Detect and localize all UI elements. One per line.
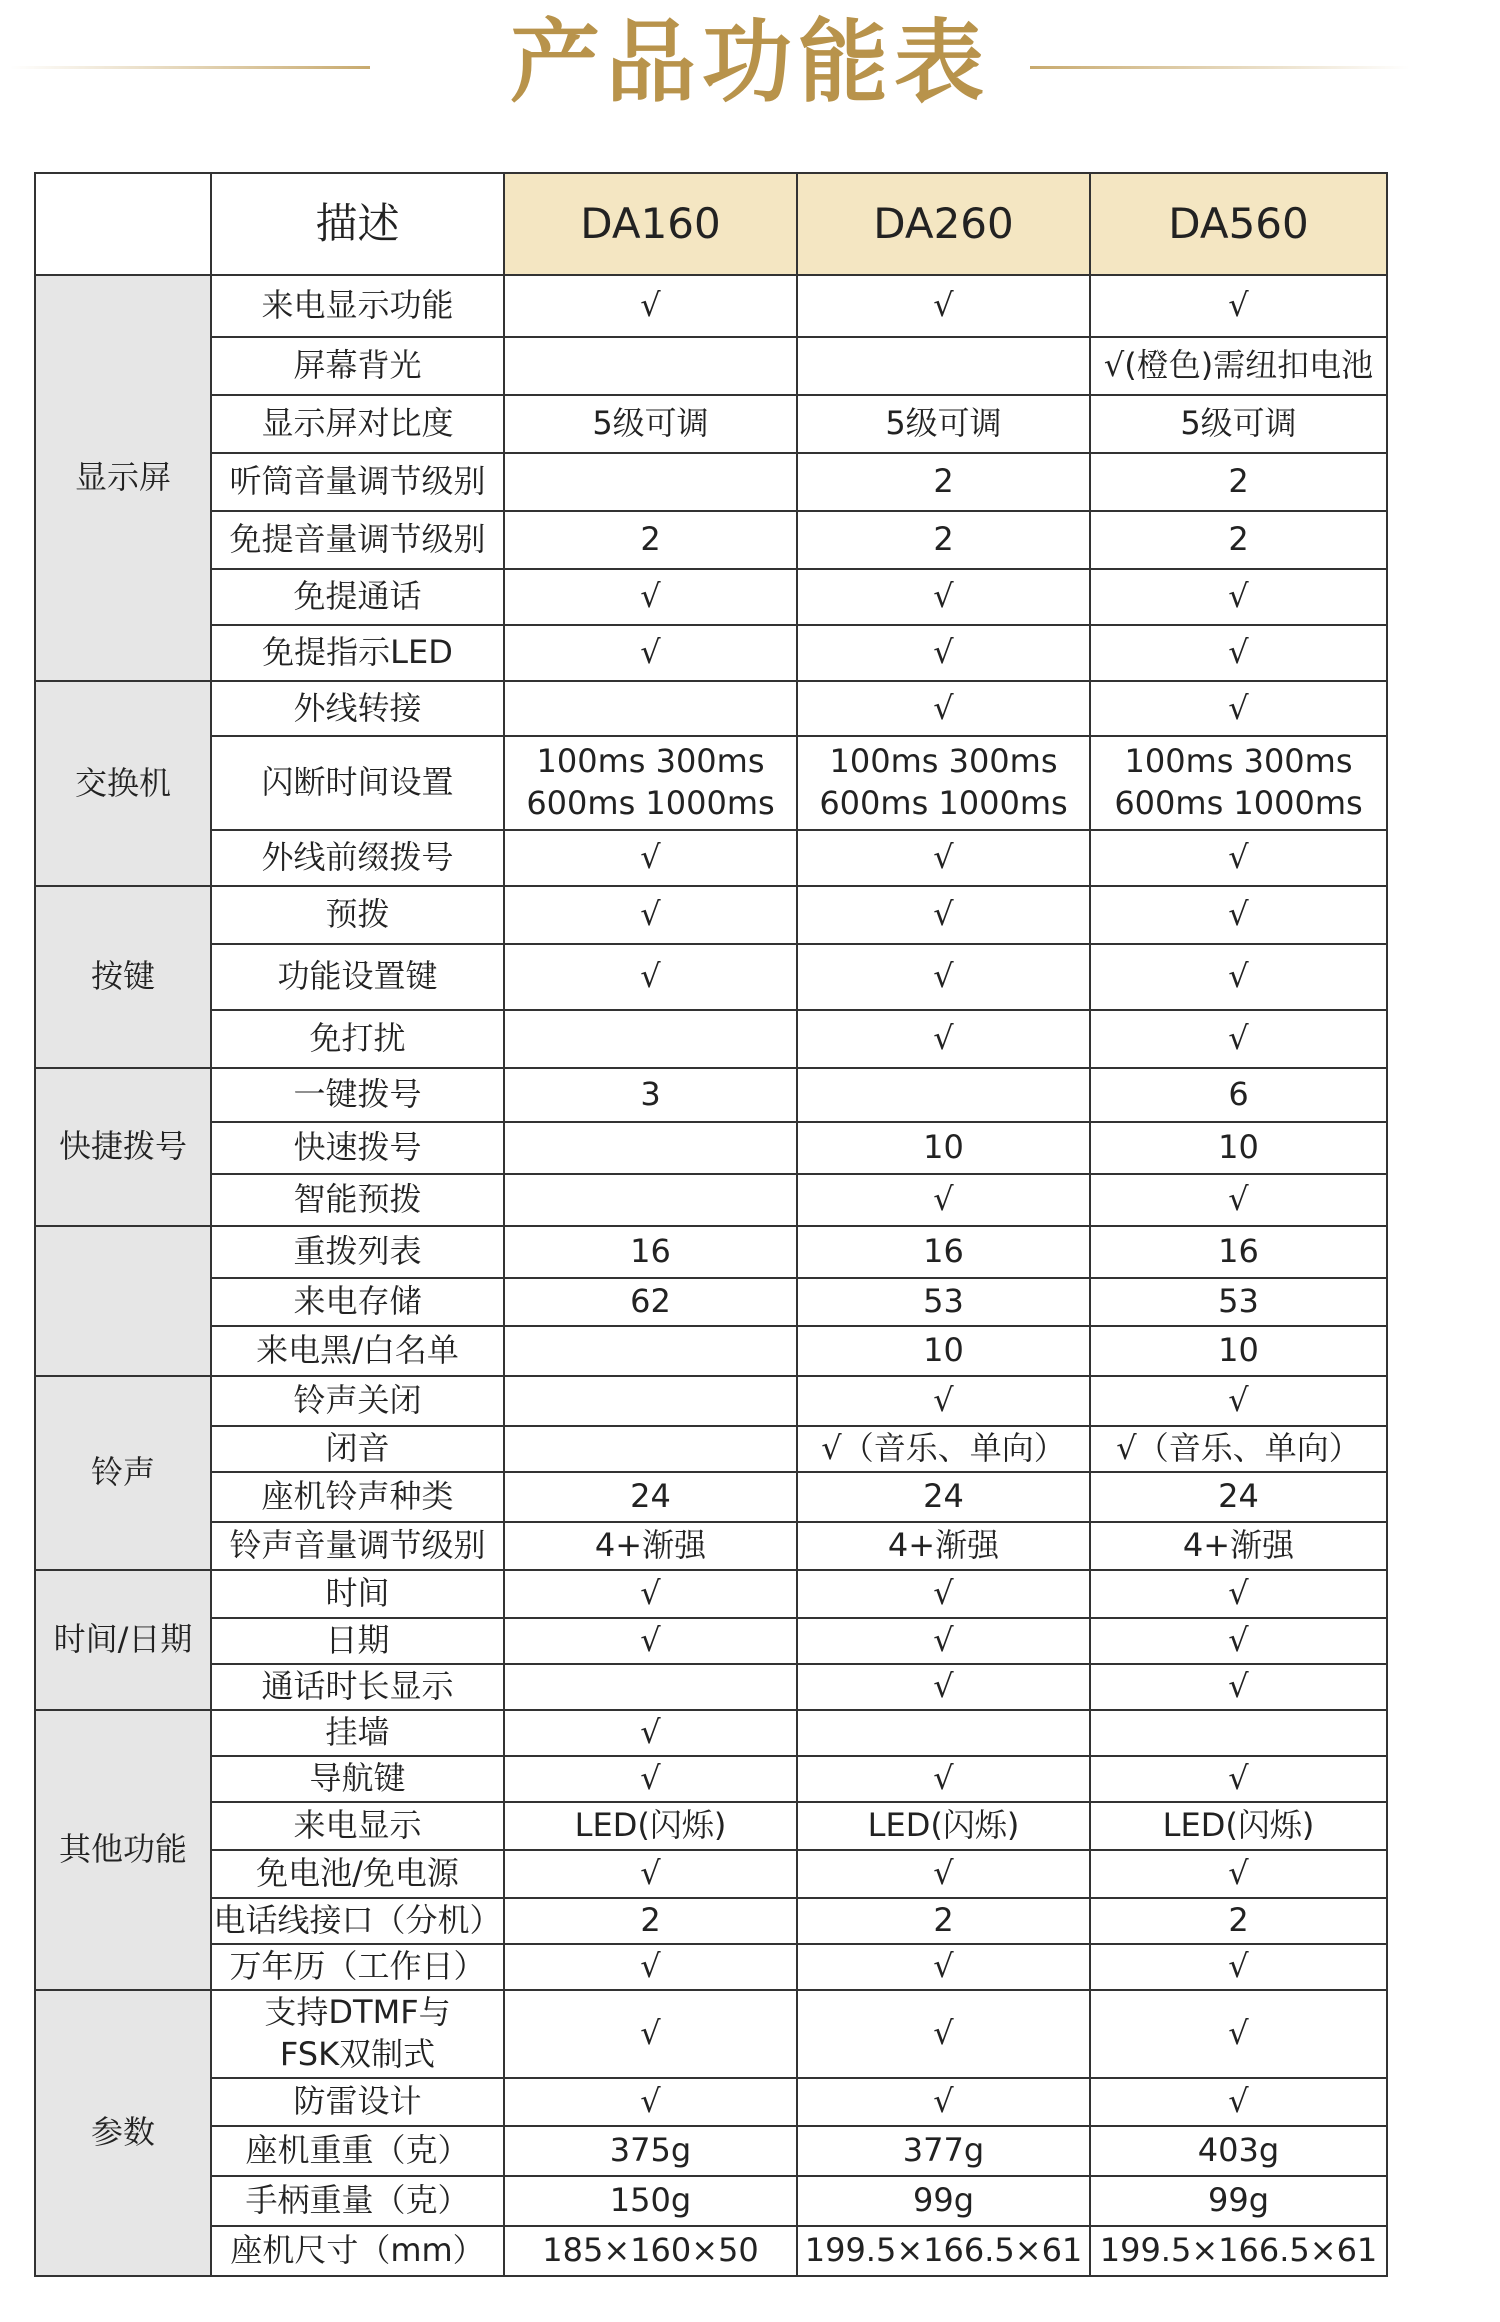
spec-value-da560: 2 [1090, 511, 1387, 569]
spec-value-da560: √ [1090, 1174, 1387, 1226]
spec-value-da160: 5级可调 [504, 395, 797, 453]
feature-description: 智能预拨 [211, 1174, 504, 1226]
feature-description: 来电存储 [211, 1278, 504, 1326]
spec-value-da260: 53 [797, 1278, 1090, 1326]
feature-description: 免提通话 [211, 569, 504, 625]
feature-description: 屏幕背光 [211, 337, 504, 395]
feature-description: 外线转接 [211, 681, 504, 736]
table-row [35, 1376, 1387, 1426]
spec-value-da260: 24 [797, 1472, 1090, 1522]
spec-table [34, 172, 1388, 2277]
spec-value-da560: √ [1090, 569, 1387, 625]
table-row [35, 830, 1387, 886]
spec-value-da260: √ [797, 1756, 1090, 1802]
column-header-desc: 描述 [211, 173, 504, 275]
feature-description: 导航键 [211, 1756, 504, 1802]
feature-description: 通话时长显示 [211, 1664, 504, 1710]
category-cell: 显示屏 [35, 275, 211, 681]
feature-description: 免电池/免电源 [211, 1850, 504, 1898]
spec-value-da560: √ [1090, 944, 1387, 1010]
spec-value-da260: 199.5×166.5×61 [797, 2226, 1090, 2276]
spec-value-da160: √ [504, 1990, 797, 2078]
table-row [35, 569, 1387, 625]
spec-value-da260: √ [797, 1376, 1090, 1426]
spec-value-da160: 16 [504, 1226, 797, 1278]
category-cell: 快捷拨号 [35, 1068, 211, 1226]
spec-value-da160 [504, 1174, 797, 1226]
table-row [35, 1326, 1387, 1376]
spec-value-da160: 4+渐强 [504, 1522, 797, 1570]
spec-value-da260 [797, 1068, 1090, 1122]
feature-description: 来电黑/白名单 [211, 1326, 504, 1376]
table-row [35, 1944, 1387, 1990]
spec-value-da560: √ [1090, 2078, 1387, 2126]
page-header [0, 0, 1500, 150]
table-row [35, 337, 1387, 395]
spec-value-da560: 24 [1090, 1472, 1387, 1522]
spec-value-da560: √(橙色)需纽扣电池 [1090, 337, 1387, 395]
spec-value-da260: 4+渐强 [797, 1522, 1090, 1570]
spec-value-da160: 2 [504, 1898, 797, 1944]
feature-description: 免提音量调节级别 [211, 511, 504, 569]
spec-value-da260: √ [797, 569, 1090, 625]
spec-value-da260 [797, 1710, 1090, 1756]
spec-value-da160: 100ms 300ms 600ms 1000ms [504, 736, 797, 830]
table-row [35, 1426, 1387, 1472]
spec-value-da260: √ [797, 1664, 1090, 1710]
spec-value-da560: 4+渐强 [1090, 1522, 1387, 1570]
table-row [35, 1898, 1387, 1944]
spec-value-da260: √ [797, 2078, 1090, 2126]
spec-value-da160: √ [504, 1570, 797, 1618]
spec-value-da160: √ [504, 1756, 797, 1802]
spec-value-da260: √ [797, 944, 1090, 1010]
table-row [35, 1756, 1387, 1802]
feature-description: 时间 [211, 1570, 504, 1618]
spec-value-da260: √ [797, 1850, 1090, 1898]
table-row [35, 275, 1387, 337]
spec-value-da160: √ [504, 1618, 797, 1664]
spec-value-da260: √（音乐、单向） [797, 1426, 1090, 1472]
spec-value-da560: 2 [1090, 453, 1387, 511]
spec-value-da260: √ [797, 625, 1090, 681]
spec-value-da560: 99g [1090, 2176, 1387, 2226]
corner-cell [35, 173, 211, 275]
spec-value-da260: 16 [797, 1226, 1090, 1278]
spec-value-da160: 2 [504, 511, 797, 569]
spec-value-da260: 5级可调 [797, 395, 1090, 453]
spec-value-da160 [504, 337, 797, 395]
table-row [35, 1850, 1387, 1898]
feature-description: 电话线接口（分机） [211, 1898, 504, 1944]
feature-description: 日期 [211, 1618, 504, 1664]
spec-value-da160 [504, 1426, 797, 1472]
spec-value-da560: √ [1090, 830, 1387, 886]
table-row [35, 1226, 1387, 1278]
feature-description: 来电显示功能 [211, 275, 504, 337]
feature-description: 座机铃声种类 [211, 1472, 504, 1522]
spec-value-da560: √ [1090, 886, 1387, 944]
spec-value-da160: 185×160×50 [504, 2226, 797, 2276]
column-header-model: DA560 [1090, 173, 1387, 275]
spec-value-da160: √ [504, 1944, 797, 1990]
table-row [35, 625, 1387, 681]
feature-description: 铃声音量调节级别 [211, 1522, 504, 1570]
spec-value-da560: 199.5×166.5×61 [1090, 2226, 1387, 2276]
spec-value-da160: 62 [504, 1278, 797, 1326]
feature-description: 快速拨号 [211, 1122, 504, 1174]
spec-value-da160 [504, 681, 797, 736]
spec-value-da260: √ [797, 830, 1090, 886]
table-row [35, 453, 1387, 511]
spec-value-da560: √ [1090, 681, 1387, 736]
spec-value-da260: √ [797, 1944, 1090, 1990]
spec-value-da260: √ [797, 886, 1090, 944]
spec-value-da260: 2 [797, 453, 1090, 511]
spec-value-da560: √（音乐、单向） [1090, 1426, 1387, 1472]
table-row [35, 395, 1387, 453]
table-row [35, 1174, 1387, 1226]
spec-value-da260: 2 [797, 511, 1090, 569]
feature-description: 功能设置键 [211, 944, 504, 1010]
table-row [35, 2176, 1387, 2226]
feature-description: 外线前缀拨号 [211, 830, 504, 886]
table-row [35, 2078, 1387, 2126]
spec-value-da560: 6 [1090, 1068, 1387, 1122]
feature-description: 挂墙 [211, 1710, 504, 1756]
spec-value-da260: LED(闪烁) [797, 1802, 1090, 1850]
spec-value-da160: 3 [504, 1068, 797, 1122]
table-header-row [35, 173, 1387, 275]
spec-value-da560: 16 [1090, 1226, 1387, 1278]
spec-value-da560: √ [1090, 1376, 1387, 1426]
spec-value-da160: √ [504, 625, 797, 681]
spec-value-da160 [504, 1010, 797, 1068]
spec-value-da160: √ [504, 944, 797, 1010]
spec-value-da560: 10 [1090, 1326, 1387, 1376]
spec-value-da260: √ [797, 1570, 1090, 1618]
feature-description: 听筒音量调节级别 [211, 453, 504, 511]
spec-value-da260: 10 [797, 1122, 1090, 1174]
category-cell: 交换机 [35, 681, 211, 886]
spec-value-da260: 377g [797, 2126, 1090, 2176]
feature-description: 重拨列表 [211, 1226, 504, 1278]
spec-value-da260: 100ms 300ms 600ms 1000ms [797, 736, 1090, 830]
spec-value-da160: √ [504, 569, 797, 625]
spec-value-da160 [504, 1376, 797, 1426]
table-row [35, 1472, 1387, 1522]
table-row [35, 2226, 1387, 2276]
table-row [35, 2126, 1387, 2176]
table-row [35, 1278, 1387, 1326]
spec-value-da160: 24 [504, 1472, 797, 1522]
spec-value-da260: √ [797, 275, 1090, 337]
feature-description: 来电显示 [211, 1802, 504, 1850]
spec-value-da560: 5级可调 [1090, 395, 1387, 453]
spec-value-da160 [504, 1326, 797, 1376]
spec-value-da260: 2 [797, 1898, 1090, 1944]
table-row [35, 1664, 1387, 1710]
spec-value-da560: 403g [1090, 2126, 1387, 2176]
spec-value-da560: √ [1090, 275, 1387, 337]
spec-value-da260: 10 [797, 1326, 1090, 1376]
table-row [35, 1010, 1387, 1068]
table-row [35, 1710, 1387, 1756]
spec-value-da560: 10 [1090, 1122, 1387, 1174]
spec-value-da260 [797, 337, 1090, 395]
spec-value-da260: √ [797, 1990, 1090, 2078]
feature-description: 免打扰 [211, 1010, 504, 1068]
feature-description: 免提指示LED [211, 625, 504, 681]
spec-value-da160: 150g [504, 2176, 797, 2226]
category-cell: 参数 [35, 1990, 211, 2276]
table-row [35, 1068, 1387, 1122]
feature-description: 显示屏对比度 [211, 395, 504, 453]
spec-value-da560: √ [1090, 1944, 1387, 1990]
spec-value-da560: 53 [1090, 1278, 1387, 1326]
table-row [35, 944, 1387, 1010]
spec-value-da260: 99g [797, 2176, 1090, 2226]
feature-description: 一键拨号 [211, 1068, 504, 1122]
spec-value-da260: √ [797, 1010, 1090, 1068]
spec-value-da560: √ [1090, 625, 1387, 681]
table-row [35, 681, 1387, 736]
feature-description: 预拨 [211, 886, 504, 944]
column-header-model: DA260 [797, 173, 1090, 275]
spec-value-da260: √ [797, 681, 1090, 736]
feature-description: 闪断时间设置 [211, 736, 504, 830]
spec-value-da560: √ [1090, 1010, 1387, 1068]
spec-value-da560: √ [1090, 1664, 1387, 1710]
feature-description: 防雷设计 [211, 2078, 504, 2126]
table-row [35, 1570, 1387, 1618]
spec-value-da160 [504, 1664, 797, 1710]
spec-value-da560: √ [1090, 1618, 1387, 1664]
column-header-model: DA160 [504, 173, 797, 275]
spec-value-da160: √ [504, 1710, 797, 1756]
table-row [35, 1990, 1387, 2078]
category-cell: 其他功能 [35, 1710, 211, 1990]
spec-value-da160: √ [504, 275, 797, 337]
feature-description: 支持DTMF与 FSK双制式 [211, 1990, 504, 2078]
feature-description: 手柄重量（克） [211, 2176, 504, 2226]
category-cell: 铃声 [35, 1376, 211, 1570]
spec-value-da160: √ [504, 830, 797, 886]
spec-table-body [35, 275, 1387, 2276]
table-row [35, 1802, 1387, 1850]
page-title: 产品功能表 [510, 10, 990, 115]
spec-value-da160: √ [504, 886, 797, 944]
spec-value-da560 [1090, 1710, 1387, 1756]
spec-value-da560: 100ms 300ms 600ms 1000ms [1090, 736, 1387, 830]
spec-value-da160: √ [504, 2078, 797, 2126]
category-cell [35, 1226, 211, 1376]
table-row [35, 1522, 1387, 1570]
title-decoration-right [1030, 66, 1410, 69]
category-cell: 时间/日期 [35, 1570, 211, 1710]
spec-value-da160 [504, 1122, 797, 1174]
spec-value-da160: √ [504, 1850, 797, 1898]
spec-value-da560: √ [1090, 1990, 1387, 2078]
spec-value-da560: √ [1090, 1850, 1387, 1898]
spec-value-da560: LED(闪烁) [1090, 1802, 1387, 1850]
spec-value-da160 [504, 453, 797, 511]
spec-value-da260: √ [797, 1174, 1090, 1226]
spec-value-da160: LED(闪烁) [504, 1802, 797, 1850]
feature-description: 铃声关闭 [211, 1376, 504, 1426]
spec-value-da260: √ [797, 1618, 1090, 1664]
spec-value-da560: √ [1090, 1570, 1387, 1618]
table-row [35, 736, 1387, 830]
feature-description: 座机尺寸（mm） [211, 2226, 504, 2276]
feature-description: 万年历（工作日） [211, 1944, 504, 1990]
table-row [35, 1618, 1387, 1664]
table-row [35, 1122, 1387, 1174]
table-row [35, 886, 1387, 944]
spec-value-da560: 2 [1090, 1898, 1387, 1944]
feature-description: 闭音 [211, 1426, 504, 1472]
spec-value-da560: √ [1090, 1756, 1387, 1802]
category-cell: 按键 [35, 886, 211, 1068]
feature-description: 座机重重（克） [211, 2126, 504, 2176]
spec-value-da160: 375g [504, 2126, 797, 2176]
table-row [35, 511, 1387, 569]
